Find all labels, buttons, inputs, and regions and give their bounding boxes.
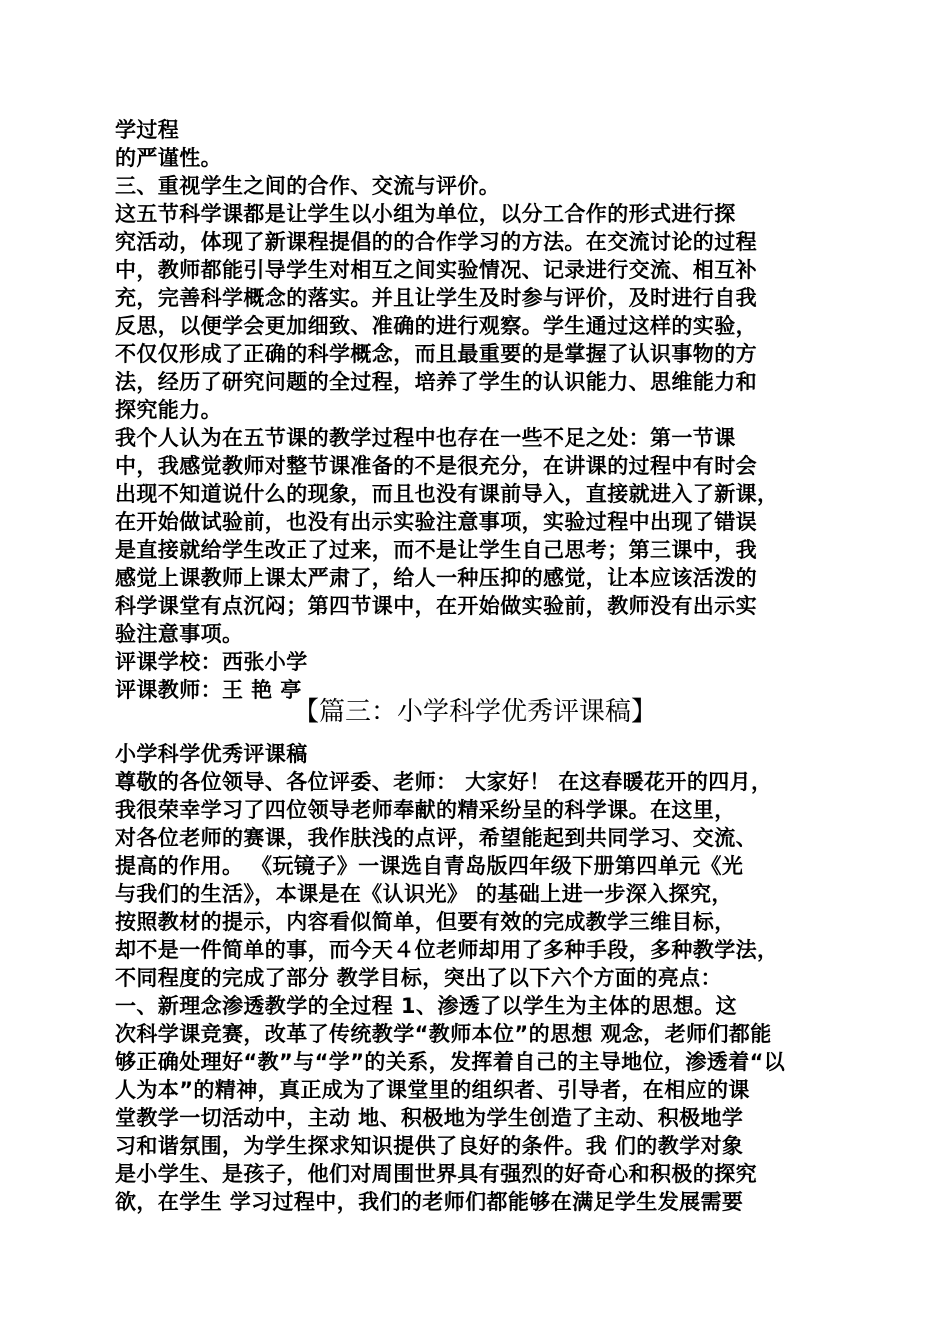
- text-line: 这五节科学课都是让学生以小组为单位，以分工合作的形式进行探: [115, 202, 736, 226]
- text-line: 不仅仅形成了正确的科学概念，而且最重要的是掌握了认识事物的方: [115, 342, 757, 366]
- text-line: 探究能力。: [115, 398, 222, 422]
- text-line: 我个人认为在五节课的教学过程中也存在一些不足之处：第一节课: [115, 426, 736, 450]
- text-line: 提高的作用。 《玩镜子》一课选自青岛版四年级下册第四单元《光: [115, 854, 744, 878]
- text-line: 究活动，体现了新课程提倡的的合作学习的方法。在交流讨论的过程: [115, 230, 757, 254]
- text-line: 堂教学一切活动中，主动 地、积极地为学生创造了主动、积极地学: [115, 1106, 744, 1130]
- text-line: 验注意事项。: [115, 622, 244, 646]
- text-line: 不同程度的完成了部分 教学目标，突出了以下六个方面的亮点：: [115, 966, 722, 990]
- text-line: 学过程: [115, 118, 180, 142]
- text-line: 的严谨性。: [115, 146, 222, 170]
- reviewer-teacher: 评课教师：王 艳 亭: [115, 678, 302, 702]
- text-line: 充，完善科学概念的落实。并且让学生及时参与评价，及时进行自我: [115, 286, 757, 310]
- text-line: 我很荣幸学习了四位领导老师奉献的精采纷呈的科学课。在这里，: [115, 798, 736, 822]
- text-line: 次科学课竞赛，改革了传统教学“教师本位”的思想 观念，老师们都能: [115, 1022, 772, 1046]
- text-line: 按照教材的提示，内容看似简单，但要有效的完成教学三维目标，: [115, 910, 736, 934]
- text-line: 感觉上课教师上课太严肃了，给人一种压抑的感觉，让本应该活泼的: [115, 566, 757, 590]
- text-line: 科学课堂有点沉闷；第四节课中，在开始做实验前，教师没有出示实: [115, 594, 757, 618]
- section-heading: 【篇三：小学科学优秀评课稿】: [292, 697, 657, 727]
- section-title: 小学科学优秀评课稿: [115, 742, 308, 766]
- text-line: 习和谐氛围，为学生探求知识提供了良好的条件。我 们的教学对象: [115, 1134, 744, 1158]
- text-line: 人为本”的精神，真正成为了课堂里的组织者、引导者，在相应的课: [115, 1078, 750, 1102]
- section-two-text: [115, 740, 855, 1216]
- text-line: 是直接就给学生改正了过来，而不是让学生自己思考；第三课中，我: [115, 538, 757, 562]
- text-line: 是小学生、是孩子，他们对周围世界具有强烈的好奇心和积极的探究: [115, 1162, 757, 1186]
- reviewer-school: 评课学校：西张小学: [115, 650, 308, 674]
- text-line: 出现不知道说什么的现象，而且也没有课前导入，直接就进入了新课，: [115, 482, 779, 506]
- text-line: 却不是一件简单的事，而今天４位老师却用了多种手段，多种教学法，: [115, 938, 779, 962]
- text-line: 尊敬的各位领导、各位评委、老师： 大家好！ 在这春暖花开的四月，: [115, 770, 773, 794]
- text-line: 三、重视学生之间的合作、交流与评价。: [115, 174, 501, 198]
- text-line: 一、新理念渗透教学的全过程 1、渗透了以学生为主体的思想。这: [115, 994, 737, 1018]
- text-line: 够正确处理好“教”与“学”的关系，发挥着自己的主导地位，渗透着“以: [115, 1050, 786, 1074]
- section-one-text: [115, 116, 855, 704]
- text-line: 中，教师都能引导学生对相互之间实验情况、记录进行交流、相互补: [115, 258, 757, 282]
- text-line: 中，我感觉教师对整节课准备的不是很充分，在讲课的过程中有时会: [115, 454, 757, 478]
- text-line: 法，经历了研究问题的全过程，培养了学生的认识能力、思维能力和: [115, 370, 757, 394]
- text-line: 对各位老师的赛课，我作肤浅的点评，希望能起到共同学习、交流、: [115, 826, 757, 850]
- text-line: 与我们的生活》，本课是在《认识光》 的基础上进一步深入探究，: [115, 882, 733, 906]
- text-line: 在开始做试验前，也没有出示实验注意事项，实验过程中出现了错误: [115, 510, 757, 534]
- text-line: 欲，在学生 学习过程中，我们的老师们都能够在满足学生发展需要: [115, 1190, 744, 1214]
- text-line: 反思，以便学会更加细致、准确的进行观察。学生通过这样的实验，: [115, 314, 757, 338]
